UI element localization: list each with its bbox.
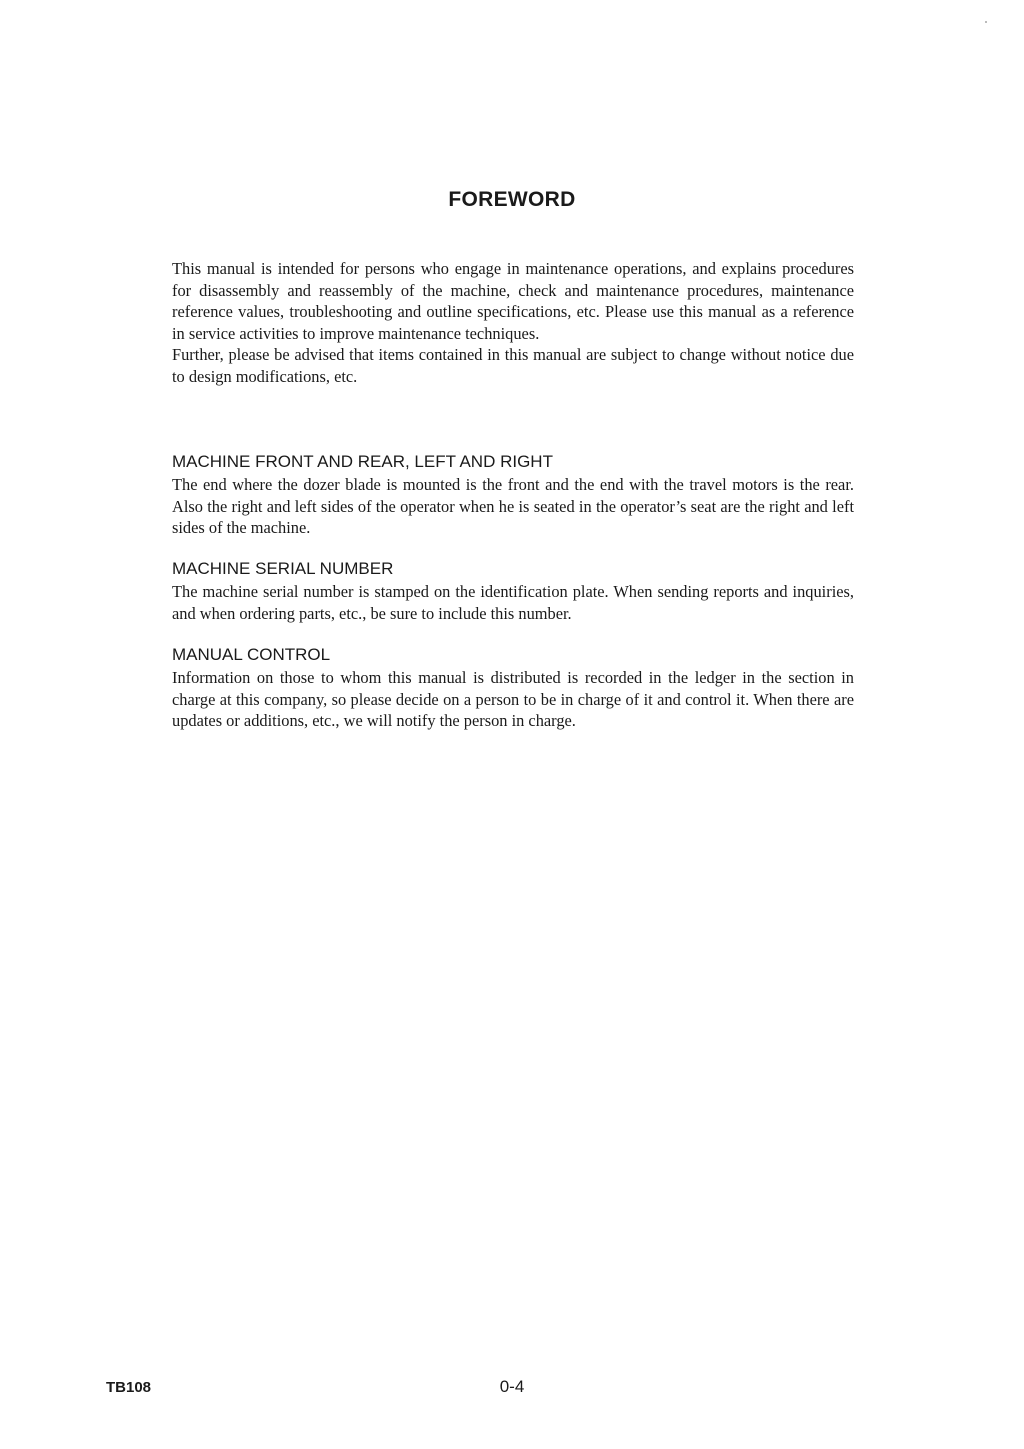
scan-speck xyxy=(985,21,987,23)
section-manual-control xyxy=(172,644,854,732)
section-machine-serial-number xyxy=(172,558,854,624)
footer-page-number: 0-4 xyxy=(499,1377,525,1396)
section-text: The end where the dozer blade is mounted is the front and the end with the travel motors is the rear. Also the right and left sides of the operator when he is seated in the operator’s seat are the right and left sides of the machine. xyxy=(172,475,854,537)
section-heading: MACHINE FRONT AND REAR, LEFT AND RIGHT xyxy=(172,452,553,471)
section-heading: MACHINE SERIAL NUMBER xyxy=(172,559,394,578)
section-text: Information on those to whom this manual is distributed is recorded in the ledger in the section in charge at this company, so please decide on a person to be in charge of it and control it. When there are updates or additions, etc., we will notify the person in charge. xyxy=(172,668,854,730)
intro-paragraph: This manual is intended for persons who engage in maintenance operations, and explains procedures for disassembly and reassembly of the machine, check and maintenance procedures, maintenance reference values, troubleshooting and outline specifications, etc. Please use this manual as a reference in service activities to improve maintenance techniques. xyxy=(172,259,854,343)
intro-paragraph-notice: Further, please be advised that items contained in this manual are subject to change without notice due to design modifications, etc. xyxy=(172,345,854,386)
intro-block xyxy=(172,258,854,387)
page-title: FOREWORD xyxy=(448,188,576,211)
section-heading: MANUAL CONTROL xyxy=(172,645,331,664)
section-text: The machine serial number is stamped on the identification plate. When sending reports and inquiries, and when ordering parts, etc., be sure to include this number. xyxy=(172,582,854,623)
section-machine-front-rear xyxy=(172,451,854,539)
footer-model: TB108 xyxy=(106,1379,152,1396)
